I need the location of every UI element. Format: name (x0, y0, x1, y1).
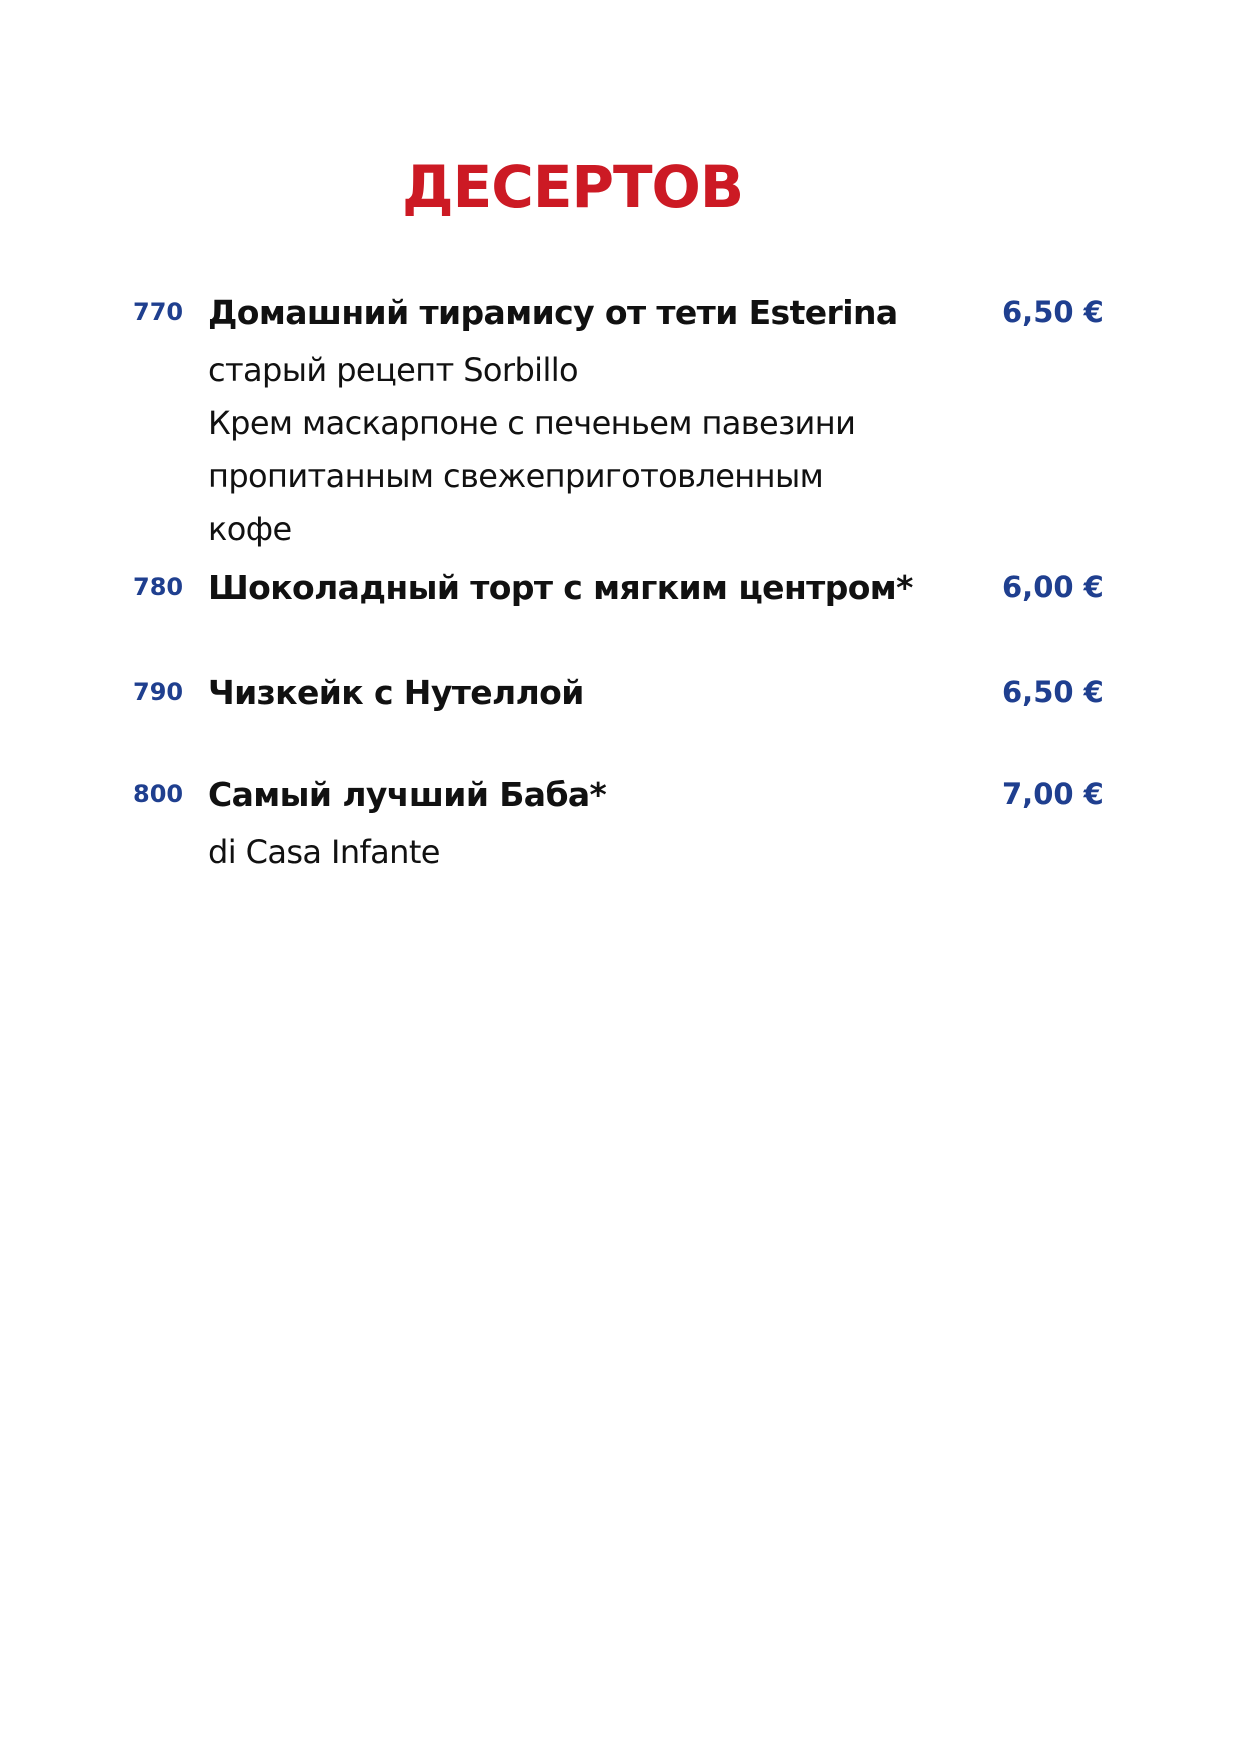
description-line: di Casa Infante (208, 833, 440, 871)
description-line: Крем маскарпоне с печеньем павезини (208, 404, 856, 442)
description-line: кофе (208, 510, 292, 548)
description-line: пропитанным свежеприготовленным (208, 457, 824, 495)
item-description (208, 826, 440, 879)
item-price: 6,00 € (1002, 570, 1104, 604)
description-line: старый рецепт Sorbillo (208, 351, 579, 389)
item-name: Чизкейк с Нутеллой (208, 673, 584, 712)
item-code: 780 (133, 573, 184, 601)
item-price: 7,00 € (1002, 777, 1104, 811)
item-price: 6,50 € (1002, 295, 1104, 329)
item-name: Самый лучший Баба* (208, 775, 607, 814)
item-code: 800 (133, 780, 184, 808)
item-code: 770 (133, 298, 184, 326)
item-code: 790 (133, 678, 184, 706)
page-title: ДЕСЕРТОВ (402, 153, 744, 221)
item-description (208, 344, 855, 556)
item-name: Шоколадный торт с мягким центром* (208, 568, 913, 607)
item-name: Домашний тирамису от тети Esterina (208, 293, 898, 332)
item-price: 6,50 € (1002, 675, 1104, 709)
